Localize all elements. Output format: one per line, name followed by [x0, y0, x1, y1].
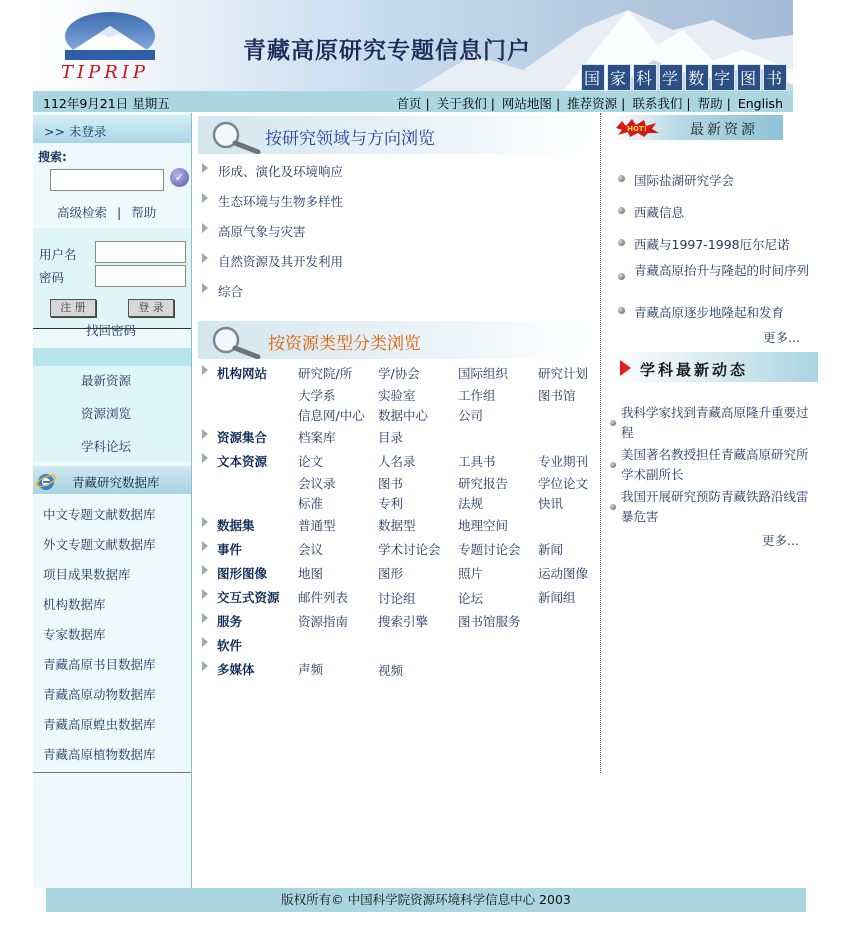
category-sub-item[interactable]: 讨论组 [378, 591, 416, 606]
nav-home[interactable]: 首页 [396, 96, 422, 111]
left-nav-menu [33, 366, 191, 462]
category-sub-item[interactable]: 大学系 [298, 388, 336, 403]
category-sub-item[interactable]: 图书馆 [538, 388, 576, 403]
category-sub-item[interactable]: 普通型 [298, 518, 336, 533]
category-interactive[interactable]: 交互式资源 [217, 590, 280, 605]
new-resource-item[interactable]: 西藏与1997-1998厄尔尼诺 [634, 237, 790, 252]
new-resources-header [610, 115, 783, 140]
field-item[interactable]: 高原气象与灾害 [218, 224, 306, 239]
header-banner [33, 0, 793, 91]
category-resource-collection[interactable]: 资源集合 [217, 430, 268, 445]
left-sidebar [33, 113, 192, 888]
category-software[interactable]: 软件 [217, 638, 243, 653]
category-sub-item[interactable]: 地理空间 [458, 518, 509, 533]
type-browse-title: 按资源类型分类浏览 [268, 334, 421, 354]
category-sub-item[interactable]: 运动图像 [538, 566, 589, 581]
red-arrow-icon [620, 360, 631, 376]
category-sub-item[interactable]: 目录 [378, 430, 404, 445]
library-name-char: 学 [659, 64, 683, 91]
forgot-password-link[interactable]: 找回密码 [86, 323, 137, 338]
new-resource-item[interactable]: 国际盐湖研究学会 [634, 173, 735, 188]
news-item[interactable]: 我国开展研究预防青藏铁路沿线雷暴危害 [621, 489, 809, 524]
category-sub-item[interactable]: 邮件列表 [298, 590, 349, 605]
category-sub-item[interactable]: 搜索引擎 [378, 614, 429, 629]
ie-logo-icon [35, 470, 57, 492]
library-name-char: 数 [685, 64, 709, 91]
nav-resource-browse[interactable]: 资源浏览 [81, 406, 132, 421]
db-project-results[interactable]: 项目成果数据库 [43, 567, 131, 582]
database-header-title: 青藏研究数据库 [72, 475, 160, 490]
category-sub-item[interactable]: 视频 [378, 663, 404, 678]
new-resource-item[interactable]: 青藏高原抬升与隆起的时间序列 [634, 263, 810, 278]
category-sub-item[interactable]: 学/协会 [378, 366, 420, 381]
db-foreign-literature[interactable]: 外文专题文献数据库 [43, 537, 156, 552]
category-sub-item[interactable]: 实验室 [378, 388, 416, 403]
nav-contact[interactable]: 联系我们 [632, 96, 683, 111]
nav-recommended[interactable]: 推荐资源 [567, 96, 618, 111]
nav-separator: | [555, 96, 561, 111]
category-sub-item[interactable]: 工作组 [458, 388, 496, 403]
category-datasets[interactable]: 数据集 [217, 518, 255, 533]
category-sub-item[interactable]: 标准 [298, 496, 324, 511]
category-sub-item[interactable]: 专业期刊 [538, 454, 589, 469]
category-multimedia[interactable]: 多媒体 [217, 662, 255, 677]
nav-latest-resources[interactable]: 最新资源 [81, 373, 132, 388]
news-item[interactable]: 我科学家找到青藏高原隆升重要过程 [621, 405, 809, 440]
category-events[interactable]: 事件 [217, 542, 243, 557]
library-name-char: 科 [633, 64, 657, 91]
footer [46, 888, 806, 912]
nav-divider-strip [33, 348, 191, 366]
database-divider [33, 772, 191, 773]
password-label: 密码 [39, 270, 65, 285]
nav-separator: | [686, 96, 691, 111]
category-sub-item[interactable]: 工具书 [458, 454, 496, 469]
db-experts[interactable]: 专家数据库 [43, 627, 106, 642]
advanced-search-link[interactable]: 高级检索 [57, 205, 108, 220]
db-animals[interactable]: 青藏高原动物数据库 [43, 687, 156, 702]
top-nav-bar [33, 91, 793, 112]
nav-sitemap[interactable]: 网站地图 [501, 96, 552, 111]
nav-separator: | [425, 96, 430, 111]
check-icon: ✓ [174, 170, 185, 184]
field-item[interactable]: 自然资源及其开发利用 [218, 254, 344, 269]
news-item[interactable]: 美国著名教授担任青藏高原研究所学术副所长 [621, 447, 809, 482]
search-go-button[interactable] [170, 168, 189, 187]
db-plants[interactable]: 青藏高原植物数据库 [43, 747, 156, 762]
category-sub-item[interactable]: 地图 [298, 566, 324, 581]
nav-english[interactable]: English [737, 96, 783, 111]
login-box [33, 228, 191, 338]
username-input[interactable] [95, 241, 186, 263]
category-sub-item[interactable]: 数据中心 [378, 408, 429, 423]
category-sub-item[interactable]: 照片 [458, 566, 484, 581]
db-institutions[interactable]: 机构数据库 [43, 597, 106, 612]
more-resources-link[interactable]: 更多... [763, 330, 800, 345]
category-sub-item[interactable]: 研究计划 [538, 366, 589, 381]
login-status-text: >> 未登录 [44, 124, 107, 139]
category-images[interactable]: 图形图像 [217, 566, 268, 581]
field-browse-title: 按研究领域与方向浏览 [265, 129, 435, 149]
category-sub-item[interactable]: 论文 [298, 454, 324, 469]
hot-badge-text: HOT! [627, 125, 647, 133]
category-text-resources[interactable]: 文本资源 [217, 454, 268, 469]
top-nav-links [396, 94, 783, 112]
category-sub-item[interactable]: 会议 [298, 542, 324, 557]
category-sub-item[interactable]: 新闻组 [538, 590, 576, 605]
category-sub-item[interactable]: 专题讨论会 [458, 542, 521, 557]
field-item[interactable]: 综合 [218, 284, 244, 299]
help-link[interactable]: 帮助 [131, 205, 157, 220]
search-links [57, 203, 156, 221]
hot-badge-icon [614, 118, 660, 138]
nav-discipline-forum[interactable]: 学科论坛 [81, 439, 132, 454]
category-sub-item[interactable]: 新闻 [538, 542, 564, 557]
category-sub-item[interactable]: 论坛 [458, 591, 484, 606]
category-services[interactable]: 服务 [217, 614, 243, 629]
category-sub-item[interactable]: 国际组织 [458, 366, 509, 381]
category-sub-item[interactable]: 法规 [458, 496, 484, 511]
category-sub-item[interactable]: 快讯 [538, 496, 564, 511]
link-separator: | [117, 205, 122, 220]
category-sub-item[interactable]: 研究院/所 [298, 366, 353, 381]
new-resource-item[interactable]: 西藏信息 [634, 205, 685, 220]
site-title: 青藏高原研究专题信息门户 [243, 37, 531, 64]
category-sub-item[interactable]: 学位论文 [538, 476, 589, 491]
login-button[interactable]: 登 录 [128, 299, 174, 317]
library-name-char: 字 [711, 64, 735, 91]
db-bibliography[interactable]: 青藏高原书目数据库 [43, 657, 156, 672]
library-name-char: 家 [607, 64, 631, 91]
category-sub-item[interactable]: 信息网/中心 [298, 408, 365, 423]
category-sub-item[interactable]: 声频 [298, 662, 324, 677]
main-content [192, 113, 601, 773]
search-input[interactable] [50, 169, 164, 191]
category-sub-item[interactable]: 会议录 [298, 476, 336, 491]
current-date: 112年9月21日 星期五 [43, 96, 170, 111]
category-institution-sites[interactable]: 机构网站 [217, 366, 268, 381]
library-name [581, 64, 793, 91]
nav-separator: | [726, 96, 731, 111]
category-sub-item[interactable]: 图书馆服务 [458, 614, 521, 629]
new-resource-item[interactable]: 青藏高原逐步地隆起和发育 [634, 305, 785, 320]
nav-about[interactable]: 关于我们 [436, 96, 487, 111]
category-sub-item[interactable]: 资源指南 [298, 614, 349, 629]
category-sub-item[interactable]: 公司 [458, 408, 484, 423]
library-name-char: 书 [763, 64, 787, 91]
category-sub-item[interactable]: 人名录 [378, 454, 416, 469]
nav-separator: | [490, 96, 495, 111]
field-item[interactable]: 生态环境与生物多样性 [218, 194, 344, 209]
magnifier-icon [206, 325, 262, 359]
copyright-text: 版权所有© 中国科学院资源环境科学信息中心 2003 [281, 892, 571, 907]
library-name-char: 图 [737, 64, 761, 91]
username-label: 用户名 [39, 247, 77, 262]
db-chinese-literature[interactable]: 中文专题文献数据库 [43, 507, 156, 522]
database-header [33, 466, 191, 494]
right-sidebar [608, 113, 820, 553]
magnifier-icon [206, 120, 262, 154]
password-input[interactable] [95, 265, 186, 287]
type-browse-header [198, 321, 594, 359]
logo-emblem [65, 12, 155, 60]
logo-text: TIPRIP [61, 62, 150, 83]
library-name-char: 国 [581, 64, 605, 91]
field-item[interactable]: 形成、演化及环境响应 [218, 164, 344, 179]
field-browse-header [198, 116, 594, 154]
search-label: 搜索: [38, 150, 67, 164]
register-button[interactable]: 注 册 [50, 299, 96, 317]
login-status-bar [33, 115, 191, 143]
db-locusts[interactable]: 青藏高原蝗虫数据库 [43, 717, 156, 732]
category-sub-item[interactable]: 图形 [378, 566, 404, 581]
discipline-news-header [608, 352, 818, 382]
category-sub-item[interactable]: 研究报告 [458, 476, 509, 491]
nav-separator: | [621, 96, 626, 111]
nav-help[interactable]: 帮助 [697, 96, 723, 111]
discipline-news-title: 学科最新动态 [640, 361, 749, 379]
category-sub-item[interactable]: 档案库 [298, 430, 336, 445]
category-sub-item[interactable]: 数据型 [378, 518, 416, 533]
more-news-link[interactable]: 更多... [762, 533, 799, 548]
category-sub-item[interactable]: 专利 [378, 496, 404, 511]
new-resources-title: 最新资源 [690, 122, 758, 138]
category-sub-item[interactable]: 学术讨论会 [378, 542, 441, 557]
category-sub-item[interactable]: 图书 [378, 476, 404, 491]
